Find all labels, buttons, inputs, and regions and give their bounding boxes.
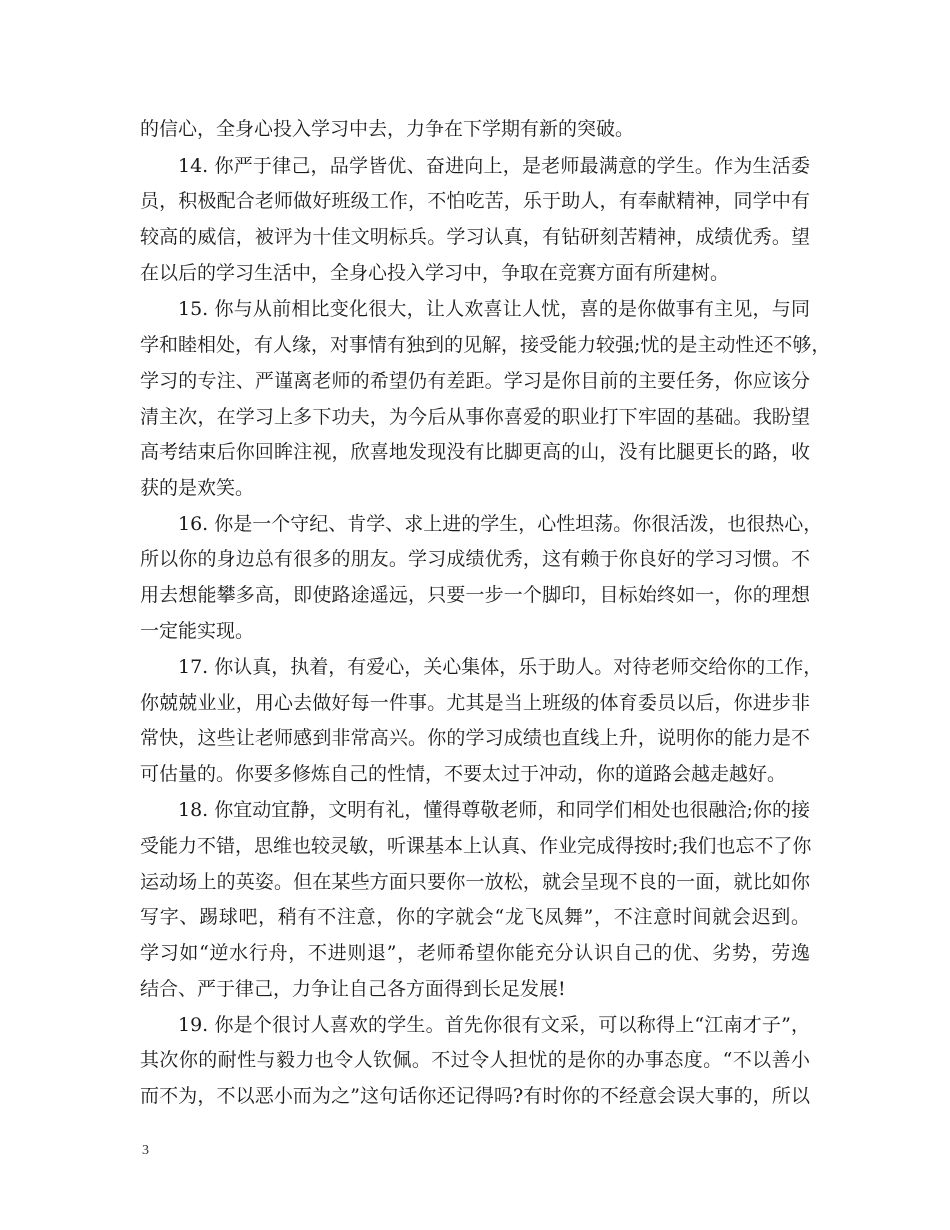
text-line: 所以你的身边总有很多的朋友。学习成绩优秀，这有赖于你良好的学习习惯。不 (140, 548, 810, 570)
text-line: 19. 你是个很讨人喜欢的学生。首先你很有文采，可以称得上“江南才子”， (178, 1014, 810, 1036)
text-line: 清主次，在学习上多下功夫，为今后从事你喜爱的职业打下牢固的基础。我盼望 (140, 406, 810, 428)
text-line: 14. 你严于律己，品学皆优、奋进向上，是老师最满意的学生。作为生活委 (178, 155, 810, 177)
page-number: 3 (142, 1143, 149, 1158)
text-line: 学和睦相处，有人缘，对事情有独到的见解，接受能力较强;忧的是主动性还不够， (140, 334, 831, 356)
text-line: 而不为，不以恶小而为之”这句话你还记得吗?有时你的不经意会误大事的，所以 (140, 1085, 810, 1107)
text-line: 用去想能攀多高，即使路途遥远，只要一步一个脚印，目标始终如一，你的理想 (140, 584, 810, 606)
text-line: 学习的专注、严谨离老师的希望仍有差距。学习是你目前的主要任务，你应该分 (140, 370, 810, 392)
text-line: 可估量的。你要多修炼自己的性情，不要太过于冲动，你的道路会越走越好。 (140, 763, 787, 785)
text-line: 你兢兢业业，用心去做好每一件事。尤其是当上班级的体育委员以后，你进步非 (140, 692, 810, 714)
text-line: 学习如“逆水行舟，不进则退”，老师希望你能充分认识自己的优、劣势，劳逸 (140, 942, 810, 964)
text-line: 获的是欢笑。 (140, 477, 255, 499)
text-line: 员，积极配合老师做好班级工作，不怕吃苦，乐于助人，有奉献精神，同学中有 (140, 190, 810, 212)
text-line: 的信心，全身心投入学习中去，力争在下学期有新的突破。 (140, 118, 635, 140)
text-line: 18. 你宜动宜静，文明有礼，懂得尊敬老师，和同学们相处也很融洽;你的接 (178, 799, 810, 821)
text-line: 其次你的耐性与毅力也令人钦佩。不过令人担忧的是你的办事态度。“不以善小 (140, 1049, 810, 1071)
text-line: 写字、踢球吧，稍有不注意，你的字就会“龙飞凤舞”，不注意时间就会迟到。 (140, 906, 810, 928)
text-line: 15. 你与从前相比变化很大，让人欢喜让人忧，喜的是你做事有主见，与同 (178, 298, 810, 320)
text-line: 16. 你是一个守纪、肯学、求上进的学生，心性坦荡。你很活泼，也很热心， (178, 513, 823, 535)
text-line: 一定能实现。 (140, 620, 255, 642)
text-line: 高考结束后你回眸注视，欣喜地发现没有比脚更高的山，没有比腿更长的路，收 (140, 441, 810, 463)
text-line: 运动场上的英姿。但在某些方面只要你一放松，就会呈现不良的一面，就比如你 (140, 871, 810, 893)
text-line: 结合、严于律己，力争让自己各方面得到长足发展! (140, 978, 566, 1000)
text-line: 在以后的学习生活中，全身心投入学习中，争取在竞赛方面有所建树。 (140, 262, 730, 284)
text-line: 较高的威信，被评为十佳文明标兵。学习认真，有钻研刻苦精神，成绩优秀。望 (140, 226, 810, 248)
text-line: 常快，这些让老师感到非常高兴。你的学习成绩也直线上升，说明你的能力是不 (140, 727, 810, 749)
text-line: 17. 你认真，执着，有爱心，关心集体，乐于助人。对待老师交给你的工作， (178, 656, 823, 678)
text-line: 受能力不错，思维也较灵敏，听课基本上认真、作业完成得按时;我们也忘不了你 (140, 835, 812, 857)
